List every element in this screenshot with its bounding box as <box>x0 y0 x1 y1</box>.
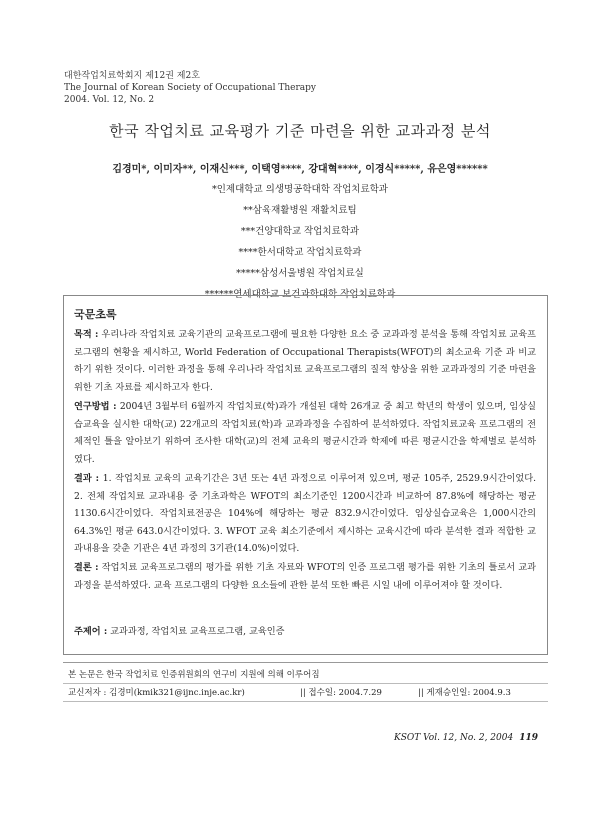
footnote-divider <box>63 662 548 663</box>
purpose-text: 우리나라 작업치료 교육기관의 교육프로그램에 필요한 다양한 요소 중 교과과정 분석을 통해 작업치료 교육프로그램의 현황을 제시하고, World Federation of Occupational Therapists(WFOT)의 최소교육 기준 과 비교하기 위한 것이다. 이러한 과정을 통해 우리나라 작업치료 교육프로그램의 질적 향상을 위한 교과과정의 기준 마련을 위한 기초 자료를 제시하고자 한다. <box>74 329 537 393</box>
author-list: 김경미*, 이미자**, 이재신***, 이택영****, 강대혁****, 이경식*****, 유은영****** <box>112 164 488 175</box>
journal-volume: 2004. Vol. 12, No. 2 <box>64 95 155 105</box>
abstract-method <box>74 398 536 468</box>
affiliation-item: *인제대학교 의생명공학대학 작업치료학과 <box>212 184 388 195</box>
keywords-text: 교과과정, 작업치료 교육프로그램, 교육인증 <box>110 626 285 637</box>
result-text: 1. 작업치료 교육의 교육기간은 3년 또는 4년 과정으로 이루어져 있으며, 평균 105주, 2529.9시간이었다. 2. 전체 작업치료 교과내용 중 기초과학은 WFOT의 최소기준인 1200시간과 비교하여 87.8%에 해당하는 평균 1130.6시간이었다. 작업치료전공은 104%에 해당하는 평균 832.9시간이었다. 임상실습교육은 1,000시간의 64.3%인 평균 643.0시간이었다. 3. WFOT 교육 최소기준에서 제시하는 교육시간에 따라 분석한 결과 적합한 교과내용을 갖춘 기관은 4년 과정의 3기관(14.0%)이었다. <box>74 473 537 555</box>
journal-name-korean: 대한작업치료학회지 제12권 제2호 <box>64 71 200 81</box>
footnote-divider <box>63 701 548 702</box>
abstract-box <box>63 295 548 655</box>
method-label: 연구방법 : <box>74 401 117 412</box>
method-text: 2004년 3월부터 6월까지 작업치료(학)과가 개설된 대학 26개교 중 최고 학년의 학생이 있으며, 임상실습교육을 실시한 대학(교) 22개교의 작업치료(학)과 교과과정을 수집하여 분석하였다. 작업치료교육 프로그램의 전체적인 틀을 알아보기 위하여 조사한 대학(교)의 전체 교육의 평균시간과 학제에 따른 평균시간을 학제별로 분석하였다. <box>74 401 537 465</box>
affiliation-item: **삼육재활병원 재활치료팀 <box>243 205 357 216</box>
footnote-divider <box>63 683 548 684</box>
journal-info <box>64 70 316 106</box>
corresponding-author: 교신저자 : 김경미(kmik321@ijnc.inje.ac.kr) <box>68 688 245 698</box>
footer-journal: KSOT Vol. 12, No. 2, 2004 <box>393 733 514 743</box>
abstract-heading: 국문초록 <box>74 308 117 321</box>
funding-note: 본 논문은 한국 작업치료 인증위원회의 연구비 지원에 의해 이루어짐 <box>68 670 320 680</box>
affiliation-list <box>0 179 600 305</box>
conclusion-text: 작업치료 교육프로그램의 평가를 위한 기초 자료와 WFOT의 인증 프로그램 평가를 위한 기초의 틀로서 교과과정을 분석하였다. 교육 프로그램의 다양한 요소들에 관한 분석 또한 빠른 시일 내에 이루어져야 할 것이다. <box>74 562 537 591</box>
abstract-keywords <box>74 623 285 637</box>
paper-title: 한국 작업치료 교육평가 기준 마련을 위한 교과과정 분석 <box>109 122 491 140</box>
page-footer <box>394 733 538 743</box>
abstract-purpose <box>74 326 536 396</box>
affiliation-item: ***건양대학교 작업치료학과 <box>240 226 360 237</box>
page-number: 119 <box>519 733 538 743</box>
journal-name-english: The Journal of Korean Society of Occupational Therapy <box>64 83 317 93</box>
result-label: 결과 : <box>74 473 100 484</box>
keywords-label: 주제어 : <box>74 626 108 637</box>
accepted-date: || 게재승인일: 2004.9.3 <box>418 688 511 698</box>
abstract-conclusion <box>74 559 536 594</box>
received-date: || 접수일: 2004.7.29 <box>300 688 382 698</box>
affiliation-item: *****삼성서울병원 작업치료실 <box>236 268 364 279</box>
affiliation-item: ******연세대학교 보건과학대학 작업치료학과 <box>204 289 396 300</box>
abstract-result <box>74 470 536 558</box>
purpose-label: 목적 : <box>74 329 99 340</box>
conclusion-label: 결론 : <box>74 562 99 573</box>
affiliation-item: ****한서대학교 작업치료학과 <box>238 247 362 258</box>
